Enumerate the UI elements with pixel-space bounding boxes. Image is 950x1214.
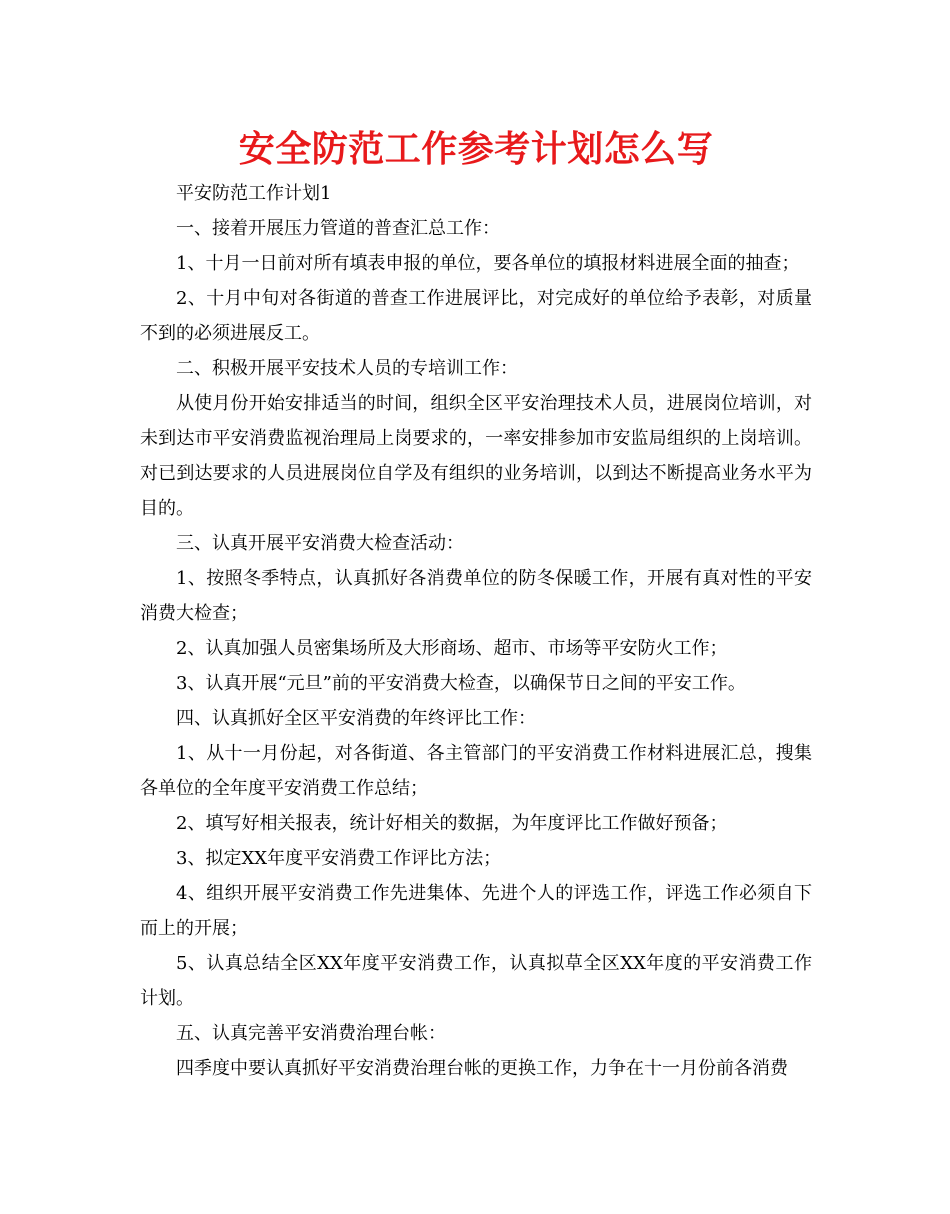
section-4-item-1: 1、从十一月份起，对各街道、各主管部门的平安消费工作材料进展汇总，搜集各单位的全年度平安消费工作总结； bbox=[140, 743, 812, 799]
section-4-heading: 四、认真抓好全区平安消费的年终评比工作： bbox=[176, 708, 536, 729]
plan-heading: 平安防范工作计划1 bbox=[176, 183, 332, 204]
section-2-body: 从使月份开始安排适当的时间，组织全区平安治理技术人员，进展岗位培训，对未到达市平安消费监视治理局上岗要求的，一率安排参加市安监局组织的上岗培训。对已到达要求的人员进展岗位自学及有组织的业务培训，以到达不断提高业务水平为目的。 bbox=[140, 393, 812, 519]
section-5-heading: 五、认真完善平安消费治理台帐： bbox=[176, 1023, 446, 1044]
section-3-heading: 三、认真开展平安消费大检查活动： bbox=[176, 533, 464, 554]
section-4-item-5: 5、认真总结全区XX年度平安消费工作，认真拟草全区XX年度的平安消费工作计划。 bbox=[140, 953, 812, 1009]
section-5-body: 四季度中要认真抓好平安消费治理台帐的更换工作，力争在十一月份前各消费 bbox=[176, 1058, 788, 1079]
section-1-item-2: 2、十月中旬对各街道的普查工作进展评比，对完成好的单位给予表彰，对质量不到的必须进展反工。 bbox=[140, 288, 812, 344]
section-4-item-2: 2、填写好相关报表，统计好相关的数据，为年度评比工作做好预备； bbox=[176, 813, 728, 834]
section-1-heading: 一、接着开展压力管道的普查汇总工作： bbox=[176, 218, 500, 239]
section-3-item-2: 2、认真加强人员密集场所及大形商场、超市、市场等平安防火工作； bbox=[176, 638, 728, 659]
document-page bbox=[140, 124, 812, 1086]
section-2-heading: 二、积极开展平安技术人员的专培训工作： bbox=[176, 358, 518, 379]
document-title: 安全防范工作参考计划怎么写 bbox=[238, 129, 714, 170]
section-4-item-4: 4、组织开展平安消费工作先进集体、先进个人的评选工作，评选工作必须自下而上的开展； bbox=[140, 883, 812, 939]
section-3-item-1: 1、按照冬季特点，认真抓好各消费单位的防冬保暖工作，开展有真对性的平安消费大检查； bbox=[140, 568, 812, 624]
section-3-item-3: 3、认真开展“元旦”前的平安消费大检查，以确保节日之间的平安工作。 bbox=[176, 673, 746, 694]
section-4-item-3: 3、拟定XX年度平安消费工作评比方法； bbox=[176, 848, 502, 869]
section-1-item-1: 1、十月一日前对所有填表申报的单位，要各单位的填报材料进展全面的抽查； bbox=[176, 253, 800, 274]
